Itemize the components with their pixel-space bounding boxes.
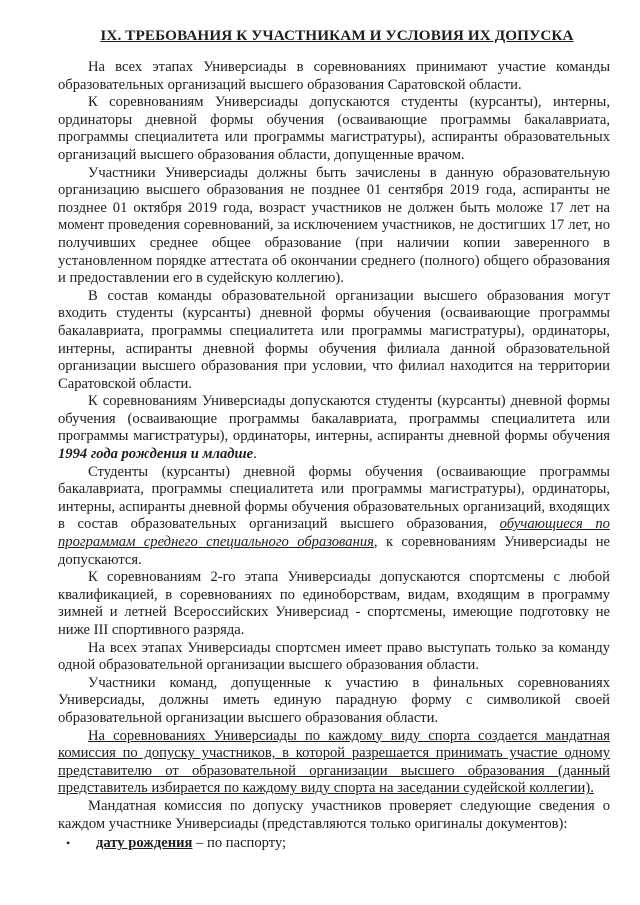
list-item bbox=[58, 835, 610, 853]
list-item-rest: – по паспорту; bbox=[192, 835, 287, 852]
paragraph-admission: К соревнованиям Универсиады допускаются студенты (курсанты), интерны, ординаторы дневной формы обучения (осваивающие программы бакалавриата, программы специалитета или программы магистратуры), аспиранты образовательных организаций высшего образования области, допущенные врачом. bbox=[58, 94, 610, 163]
paragraph-commission-checks: Мандатная комиссия по допуску участников проверяет следующие сведения о каждом участнике Универсиады (представляются только оригиналы документов): bbox=[58, 797, 610, 832]
paragraph-stages: На всех этапах Универсиады в соревнованиях принимают участие команды образовательных организаций высшего образования Саратовской области. bbox=[58, 59, 610, 93]
paragraph-credentials-commission: На соревнованиях Универсиады по каждому виду спорта создается мандатная комиссия по допуску участников, в которой разрешается принимать участие одному представителю от образовательной организации высшего образования (данный представитель избирается по каждому виду спорта на заседании судейской коллегии). bbox=[58, 727, 610, 797]
exclusion-text: Студенты (курсанты) дневной формы обучения (осваивающие программы бакалавриата, программы специалитета или программы магистратуры), ординаторы, интерны, аспиранты дневной формы обучения образовательных организаций, входящих в состав образовательных организаций высшего образования, bbox=[58, 463, 610, 533]
list-item-term: дату рождения bbox=[96, 835, 193, 852]
bullet-icon: • bbox=[66, 836, 71, 851]
age-limit-text: К соревнованиям Универсиады допускаются студенты (курсанты) дневной формы обучения (осваивающие программы бакалавриата, программы специалитета или программы магистратуры), ординаторы, интерны, аспиранты дневной формы обучения bbox=[58, 393, 610, 445]
age-limit-tail: . bbox=[253, 446, 257, 463]
paragraph-one-team: На всех этапах Универсиады спортсмен имеет право выступать только за команду одной образовательной организации высшего образования области. bbox=[58, 639, 610, 674]
paragraph-age-limit bbox=[58, 393, 610, 463]
paragraph-exclusion bbox=[58, 464, 610, 570]
section-title: IX. ТРЕБОВАНИЯ К УЧАСТНИКАМ И УСЛОВИЯ ИХ ДОПУСКА bbox=[100, 27, 574, 44]
paragraph-enrollment-dates: Участники Универсиады должны быть зачислены в данную образовательную организацию высшего образования не позднее 01 сентября 2019 года, аспиранты не позднее 01 октября 2019 года, возраст участников не должен быть моложе 17 лет на момент проведения соревнований, за исключением участников, не достигших 17 лет, но получивших среднее общее образование (при наличии копии заверенного в установленном порядке аттестата об окончании среднего (полного) общего образования и предоставлении его в судейскую коллегию). bbox=[58, 164, 610, 287]
paragraph-uniform: Участники команд, допущенные к участию в финальных соревнованиях Универсиады, должны иметь единую парадную форму с символикой своей образовательной организации высшего образования области. bbox=[58, 674, 610, 726]
paragraph-qualification: К соревнованиям 2-го этапа Универсиады допускаются спортсмены с любой квалификацией, в соревнованиях по единоборствам, видам, входящим в программу зимней и летней Всероссийских Универсиад - спортсмены, имеющие подготовку не ниже III спортивного разряда. bbox=[58, 569, 610, 638]
paragraph-team-composition: В состав команды образовательной организации высшего образования могут входить студенты (курсанты) дневной формы обучения (осваивающие программы бакалавриата, программы специалитета или программы магистратуры), ординаторы, интерны, аспиранты дневной формы обучения филиала данной образовательной организации высшего образования при условии, что филиал находится на территории Саратовской области. bbox=[58, 287, 610, 392]
exclusion-emphasis: обучающиеся по программам среднего специального образования bbox=[58, 516, 610, 551]
exclusion-tail: , к соревнованиям Универсиады не допускаются. bbox=[58, 534, 610, 568]
age-limit-emphasis: 1994 года рождения и младше bbox=[58, 446, 254, 463]
